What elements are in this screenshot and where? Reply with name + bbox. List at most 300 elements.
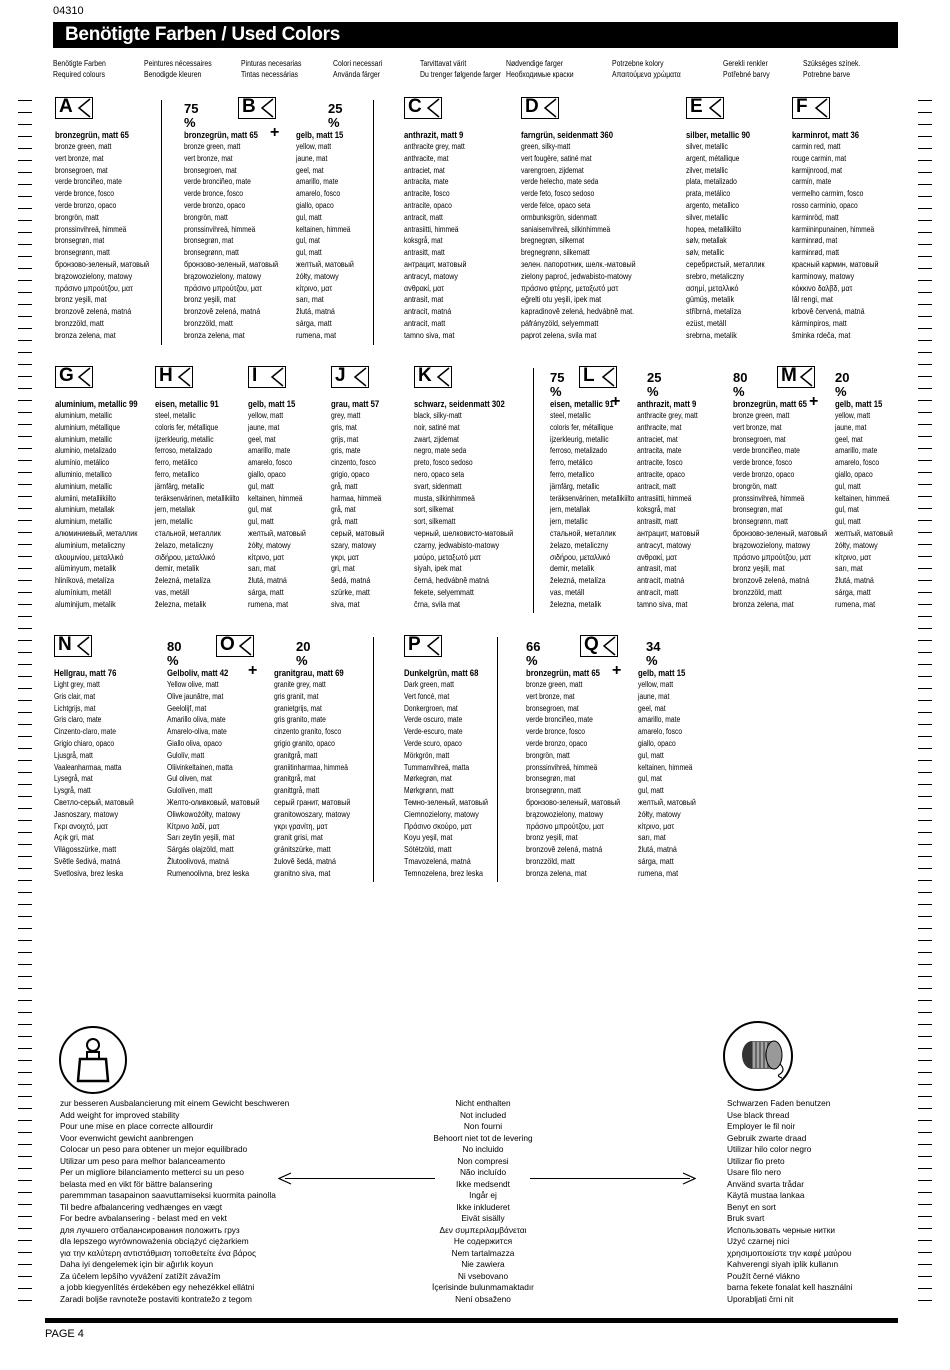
color-name-translation: černá, hedvábně matná	[414, 575, 490, 586]
color-name-translation: žlutá, matná	[835, 575, 874, 586]
color-name-translation: bregnegrønn, silkematt	[521, 248, 590, 258]
color-name-translation: alumínium, metáll	[55, 586, 111, 597]
color-name-translation: szürke, matt	[331, 586, 370, 597]
color-letter-label: G	[55, 366, 93, 388]
color-name: eisen, metallic 91	[550, 399, 614, 409]
color-name-translation: gul, mat	[296, 236, 320, 246]
color-letter-label: D	[521, 97, 559, 119]
color-name: schwarz, seidenmatt 302	[414, 399, 505, 409]
color-name-translation: ferro, metallico	[155, 469, 200, 479]
color-name-translation: anthracite, mat	[404, 153, 449, 163]
color-name-translation: krbově červená, matná	[792, 306, 865, 317]
mix-percent-primary: 80 %	[733, 370, 748, 399]
instruction-line: zur besseren Ausbalancierung mit einem Gewicht beschweren	[60, 1098, 290, 1108]
color-name-translation: antracite, fosco	[637, 458, 683, 468]
color-name-translation: sarı, mat	[296, 294, 324, 305]
color-name-translation: žulově šedá, matná	[274, 855, 336, 866]
arrow-left	[285, 1178, 435, 1179]
color-name-translation: μαύρο, μεταξωτό ματ	[414, 551, 481, 562]
color-letter-label: J	[331, 366, 369, 388]
color-name-translation: giallo, opaco	[835, 469, 873, 479]
divider	[373, 637, 374, 882]
color-name-translation: sort, silkematt	[414, 517, 456, 527]
color-name-translation: graniitinharmaa, himmeä	[274, 762, 348, 772]
color-name: bronzegrün, matt 65	[55, 130, 129, 140]
color-name-translation: saniaisenvihreä, silkinhimmeä	[521, 224, 611, 234]
color-name-translation: κόκκινο δαλβδ, ματ	[792, 282, 853, 293]
color-name-translation: grå, matt	[331, 517, 358, 527]
color-name-translation: ανθρακί, ματ	[404, 282, 445, 293]
color-name-translation: silver, metallic	[686, 212, 728, 222]
color-name-translation: Sárgás olajzöld, matt	[167, 844, 234, 855]
color-name-translation: Gul oliven, mat	[167, 774, 212, 784]
language-label: Nødvendige farger Необходимые краски	[506, 59, 574, 79]
instruction-line: Není obsaženo	[455, 1293, 511, 1304]
color-name-translation: karminrød, matt	[792, 248, 840, 258]
color-name-translation: πράσινο μπρούτζου, ματ	[526, 820, 604, 831]
color-name-translation: musta, silkinhimmeä	[414, 493, 475, 503]
color-name-translation: bronza zelena, mat	[55, 329, 116, 340]
color-name-translation: srebro, metaliczny	[686, 270, 744, 281]
color-name-translation: carmin red, matt	[792, 142, 841, 151]
color-name-translation: gümüş, metalik	[686, 294, 735, 305]
color-name-translation: zilver, metallic	[686, 165, 728, 175]
instruction-line: Til bedre afbalancering vedhænges en vægt	[60, 1201, 223, 1212]
color-name-translation: rumena, mat	[638, 867, 679, 878]
color-name-translation: keltainen, himmeä	[296, 224, 351, 234]
color-name-translation: żółty, matowy	[248, 539, 291, 550]
color-name-translation: grey, matt	[331, 411, 361, 420]
color-name-translation: geel, mat	[835, 434, 863, 444]
instruction-line: Użyć czarnej nici	[727, 1236, 790, 1246]
color-name-translation: granitno siva, mat	[274, 867, 331, 878]
color-name-translation: зелен. папоротник, шелк.-матовый	[521, 258, 636, 269]
instruction-line: Použít černé vlákno	[727, 1270, 800, 1281]
color-name-translation: jaune, mat	[835, 422, 867, 432]
instruction-line: Utilizar um peso para melhor balanceamento	[60, 1155, 226, 1166]
color-name-translation: бронзово-зеленый, матовый	[184, 258, 279, 269]
color-name-translation: Vert foncé, mat	[404, 691, 450, 701]
mix-percent-primary: 75 %	[184, 101, 199, 130]
color-name-translation: bronsegrøn, mat	[733, 505, 783, 515]
color-letter-label: H	[155, 366, 193, 388]
color-name: farngrün, seidenmatt 360	[521, 130, 614, 140]
color-name-translation: verde bronciñeo, mate	[55, 177, 122, 187]
color-name-translation: vert bronze, mat	[733, 422, 782, 432]
color-name-translation: bronsegroen, mat	[184, 165, 237, 175]
color-name-translation: стальной, металлик	[155, 527, 221, 538]
color-name-translation: tamno siva, mat	[404, 329, 455, 340]
color-name-translation: Donkergroen, mat	[404, 703, 458, 713]
color-name-translation: alumiini, metalliikiilto	[55, 493, 116, 503]
page-label: PAGE 4	[45, 1328, 84, 1340]
mix-percent-primary: 66 %	[526, 639, 541, 668]
language-label: Gerekli renkler Potřebné barvy	[723, 59, 770, 79]
instruction-line: Не содержится	[453, 1236, 513, 1246]
instruction-line: barna fekete fonalat kell használni	[727, 1282, 853, 1292]
color-name-translation: Verde scuro, opaco	[404, 738, 462, 748]
plus-sign: +	[611, 393, 621, 410]
color-name-translation: sárga, matt	[835, 586, 871, 597]
color-name-translation: aluminium, metallic	[55, 411, 113, 420]
color-name-translation: pronssinvihreä, himmeä	[733, 493, 805, 503]
color-name-translation: gul, matt	[248, 517, 274, 527]
color-name-translation: sárga, matt	[296, 317, 332, 328]
instruction-line: для лучшего отбалансирования положить груз	[60, 1224, 240, 1235]
color-name-translation: Verde-escuro, mate	[404, 727, 463, 737]
color-name-translation: črna, svila mat	[414, 598, 461, 609]
color-name-translation: gul, matt	[296, 248, 322, 258]
color-name-translation: gul, matt	[835, 481, 861, 491]
color-letter-label: L	[579, 366, 617, 388]
color-name-translation: gris, mat	[331, 422, 357, 432]
color-letter-label: C	[404, 97, 442, 119]
color-name-translation: ferroso, metalizado	[155, 446, 213, 456]
color-name-translation: Világosszürke, matt	[54, 844, 117, 855]
color-name-translation: vermelho carmim, fosco	[792, 189, 864, 199]
left-tick-marks	[18, 100, 32, 1310]
instruction-line: Nem tartalmazza	[451, 1247, 515, 1258]
color-name-translation: бронзово-зеленый, матовый	[55, 258, 150, 269]
instruction-line: paremmman tasapainon saavuttamiseksi kuormita painolla	[60, 1190, 276, 1200]
mix-percent-secondary: 25 %	[647, 370, 662, 399]
color-name-translation: žlutá, matná	[638, 844, 677, 855]
color-name-translation: teräksenvärinen, metallikiilto	[155, 493, 240, 503]
color-name-translation: jern, metallic	[155, 517, 193, 527]
instruction-line: Bruk svart	[727, 1213, 765, 1223]
color-name-translation: verde feto, fosco sedoso	[521, 189, 595, 199]
color-name-translation: železna, metalik	[155, 598, 207, 609]
color-name-translation: aluminium, metaliczny	[55, 539, 126, 550]
color-name-translation: alüminyum, metalik	[55, 563, 117, 574]
color-name-translation: verde bronzo, opaco	[733, 469, 795, 479]
color-name-translation: gul, matt	[296, 212, 322, 222]
color-name-translation: železna, metalik	[550, 598, 602, 609]
color-name-translation: sarı, mat	[638, 832, 666, 843]
color-block-d	[521, 97, 657, 342]
instruction-line: Nicht enthalten	[455, 1098, 511, 1108]
color-name-translation: πράσινο μπρούτζου, ματ	[55, 282, 133, 293]
color-name-translation: bronzzöld, matt	[526, 855, 575, 866]
color-name-translation: Πράσινο σκούρο, ματ	[404, 820, 472, 831]
color-name-translation: verde bronce, fosco	[526, 727, 586, 737]
color-name-translation: bronza zelena, mat	[733, 598, 794, 609]
color-name-translation: bronza zelena, mat	[184, 329, 245, 340]
color-name-translation: geel, mat	[248, 434, 276, 444]
color-name-translation: karminröd, matt	[792, 212, 839, 222]
color-name-translation: sárga, matt	[638, 855, 674, 866]
weight-instructions	[60, 1098, 289, 1305]
color-name-translation: antracita, mate	[637, 446, 682, 456]
color-name-translation: Cinzento-claro, mate	[54, 727, 117, 737]
color-name-translation: bronsegroen, mat	[526, 703, 579, 713]
color-name-translation: jern, metallak	[550, 505, 590, 515]
color-name-translation: brązowozielony, matowy	[184, 270, 262, 281]
color-name-translation: antracit, matt	[404, 317, 446, 328]
mix-percent-secondary: 34 %	[646, 639, 661, 668]
instruction-line: dla lepszego wyrównoważenia obciążyć ciężarkiem	[60, 1236, 249, 1246]
color-name-translation: aluminium, métallique	[55, 422, 120, 432]
instruction-line: Zaradi boljše ravnoteže postaviti kontratežo z tegom	[60, 1293, 252, 1304]
thread-spool-icon	[722, 1020, 794, 1097]
color-name-translation: pronssinvihreä, himmeä	[55, 224, 127, 234]
color-name-translation: bronz yeşili, mat	[184, 294, 236, 305]
arrow-right	[530, 1178, 690, 1179]
color-block-c	[404, 97, 478, 342]
color-name-translation: vert bronze, mat	[55, 153, 104, 163]
color-name-translation: bronzzöld, matt	[55, 317, 104, 328]
color-name-translation: aluminium, metallic	[55, 434, 113, 444]
color-name: bronzegrün, matt 65	[733, 399, 807, 409]
instruction-line: Usare filo nero	[727, 1167, 781, 1177]
instruction-line: Utilizar hilo color negro	[727, 1144, 812, 1154]
color-name: gelb, matt 15	[296, 130, 344, 140]
color-name-translation: κίτρινο, ματ	[638, 820, 675, 831]
instruction-line: Δεν συμπεριλαμβάνεται	[439, 1224, 527, 1235]
color-name-translation: Tummanvihreä, mattа	[404, 762, 470, 772]
language-label: Colori necessari Använda färger	[333, 59, 383, 79]
color-name-translation: Grigio chiaro, opaco	[54, 738, 115, 748]
color-name-translation: aluminijum, metalik	[55, 598, 116, 609]
color-name-translation: carmín, mate	[792, 177, 832, 187]
color-name-translation: bronz yeşili, mat	[526, 832, 578, 843]
color-name-translation: серый гранит, матовый	[274, 796, 351, 807]
color-name-translation: Tmavozelená, matná	[404, 855, 471, 866]
color-name-translation: Yellow olive, matt	[167, 680, 219, 689]
instruction-line: Kahverengi siyah iplik kullanın	[727, 1259, 839, 1269]
color-letter-label: A	[55, 97, 93, 119]
color-name-translation: bronsegrøn, mat	[526, 774, 576, 784]
color-name-translation: żółty, matowy	[296, 270, 339, 281]
color-letter-label: K	[414, 366, 452, 388]
color-name-translation: sarı, mat	[248, 563, 276, 574]
color-name-translation: sølv, metallic	[686, 248, 725, 258]
color-name-translation: granitgrå, mat	[274, 774, 316, 784]
color-name-translation: Jasnoszary, matowy	[54, 808, 119, 819]
color-name-translation: žlutá, matná	[248, 575, 287, 586]
color-name-translation: Ljusgrå, matt	[54, 750, 93, 760]
color-name-translation: amarelo, fosco	[248, 458, 293, 468]
color-name-translation: amarillo, mate	[638, 715, 681, 725]
color-name-translation: Koyu yeşil, mat	[404, 832, 453, 843]
color-name: gelb, matt 15	[835, 399, 883, 409]
color-letter-label: Q	[580, 635, 618, 657]
instruction-line: Non fourni	[463, 1121, 503, 1131]
color-name-translation: gránitszürke, matt	[274, 844, 331, 855]
color-block-h	[155, 366, 256, 611]
color-name-translation: серебристый, металлик	[686, 258, 765, 269]
color-name-translation: prata, metálico	[686, 189, 731, 199]
color-name-translation: красный кармин, матовый	[792, 258, 879, 269]
color-name-translation: železná, metalíza	[155, 575, 211, 586]
divider	[533, 368, 534, 613]
color-name-translation: bregnegrøn, silkemat	[521, 236, 585, 246]
color-name-translation: szary, matowy	[331, 539, 377, 550]
color-name-translation: Sarı zeytin yeşili, mat	[167, 832, 235, 843]
color-name-translation: rumena, mat	[248, 598, 289, 609]
color-name-translation: železná, metalíza	[550, 575, 606, 586]
color-name-translation: black, silky-matt	[414, 411, 462, 420]
color-name-translation: noir, satiné mat	[414, 422, 460, 432]
color-name-translation: Světle šedivá, matná	[54, 855, 121, 866]
color-block-j	[331, 366, 395, 611]
color-name-translation: Темно-зеленый, матовый	[404, 796, 489, 807]
color-name-translation: bronzově zelená, matná	[733, 575, 810, 586]
color-name-translation: antracit, matt	[637, 586, 679, 597]
color-name-translation: pronssinvihreä, himmeä	[526, 762, 598, 772]
color-name-translation: bronze green, matt	[55, 142, 112, 151]
color-name-translation: rumena, mat	[296, 329, 337, 340]
color-name-translation: бронзово-зеленый, матовый	[733, 527, 828, 538]
instruction-line: Använd svarta trådar	[727, 1178, 805, 1189]
color-name-translation: verde bronzo, opaco	[55, 200, 117, 210]
instruction-line: Employer le fil noir	[727, 1121, 796, 1131]
color-name: karminrot, matt 36	[792, 130, 860, 140]
color-name-translation: páfrányzöld, selyemmatt	[521, 317, 599, 328]
color-name-translation: grijs, mat	[331, 434, 359, 444]
color-name-translation: бронзово-зеленый, матовый	[526, 796, 621, 807]
color-name-translation: anthracite grey, matt	[404, 142, 465, 151]
color-name-translation: bronzzöld, matt	[733, 586, 782, 597]
color-name-translation: granitgrå, matt	[274, 750, 318, 760]
color-name-translation: bronzově zelená, matná	[526, 844, 603, 855]
not-included-text	[388, 1098, 578, 1305]
color-name-translation: granitowoszary, matowy	[274, 808, 351, 819]
color-name: silber, metallic 90	[686, 130, 751, 140]
color-block-e	[686, 97, 780, 342]
language-label: Szükséges színek. Potrebne barve	[803, 59, 861, 79]
right-tick-marks	[918, 100, 932, 1310]
color-name-translation: verde bronce, fosco	[184, 189, 244, 199]
instruction-line: Benyt en sort	[727, 1201, 776, 1212]
instruction-line: Colocar un peso para obtener un mejor equilibrado	[60, 1144, 248, 1154]
color-name-translation: ασημί, μεταλλικό	[686, 282, 739, 293]
color-name-translation: sølv, metallak	[686, 236, 727, 246]
mix-percent-primary: 80 %	[167, 639, 182, 668]
color-name-translation: Vaaleanharmaa, mattа	[54, 762, 122, 772]
color-name-translation: Lysegrå, mat	[54, 774, 93, 784]
color-name-translation: jern, metallic	[550, 517, 588, 527]
color-name-translation: brązowozielony, matowy	[733, 539, 811, 550]
color-name-translation: antracit, matná	[404, 306, 452, 317]
color-name-translation: karminowy, matowy	[792, 270, 855, 281]
color-name-translation: antrasit, mat	[404, 294, 444, 305]
instruction-line: χρησιμοποιείστε την καφέ μαύρου	[727, 1247, 852, 1258]
color-name: bronzegrün, matt 65	[526, 668, 600, 678]
language-label: Pinturas necesarias Tintas necessárias	[241, 59, 302, 79]
color-name-translation: Light grey, matt	[54, 680, 100, 689]
color-name-translation: vas, metáll	[550, 586, 585, 597]
color-name-translation: antracite, opaco	[637, 469, 685, 479]
color-name-translation: yellow, matt	[296, 142, 332, 151]
color-name-translation: grigio, opaco	[331, 469, 370, 479]
instruction-line: Utilizar fio preto	[727, 1155, 785, 1166]
instruction-line: Voor evenwicht gewicht aanbrengen	[60, 1132, 194, 1143]
color-name-translation: kapradinově zelená, hedvábně mat.	[521, 306, 635, 317]
divider	[373, 100, 374, 345]
color-name-translation: argent, métallique	[686, 153, 740, 163]
mix-percent-secondary: 20 %	[296, 639, 311, 668]
color-name-translation: bronza zelena, mat	[526, 867, 587, 878]
color-name-translation: Gris clair, mat	[54, 691, 96, 701]
color-name-translation: harmaa, himmeä	[331, 493, 382, 503]
color-name-translation: fekete, selyemmatt	[414, 586, 474, 597]
color-name-translation: Giallo oliva, opaco	[167, 738, 222, 748]
color-name-translation: bronsegroen, mat	[55, 165, 108, 175]
color-name-translation: grå, mat	[331, 505, 356, 515]
color-name-translation: geel, mat	[296, 165, 324, 175]
color-name-translation: verde bronciñeo, mate	[733, 446, 800, 456]
instruction-line: για την καλύτερη αντιστάθμιση τοποθετείτε ένα βάρος	[60, 1247, 256, 1258]
instruction-line: Gebruik zwarte draad	[727, 1132, 807, 1143]
color-name-translation: plata, metalizado	[686, 177, 737, 187]
arrow-right-head	[682, 1172, 696, 1185]
color-name-translation: keltainen, himmeä	[248, 493, 303, 503]
language-label: Tarvittavat värit Du trenger følgende farger	[420, 59, 502, 79]
color-name-translation: желтый, матовый	[638, 796, 696, 807]
color-name-translation: Lysgrå, matt	[54, 786, 91, 796]
color-name-translation: желтый, матовый	[248, 527, 306, 538]
color-name-translation: lâl rengi, mat	[792, 294, 833, 305]
color-name-translation: antrasiitti, himmeä	[404, 224, 459, 234]
color-name-translation: γκρι γρανίτη, ματ	[274, 820, 328, 831]
color-name-translation: preto, fosco sedoso	[414, 458, 473, 468]
language-label: Peintures nécessaires Benodigde kleuren	[144, 59, 212, 79]
instruction-line: Não incluído	[459, 1167, 507, 1177]
color-name-translation: gul, matt	[248, 481, 274, 491]
color-name-translation: черный, шелковисто-матовый	[414, 527, 514, 538]
mix-percent-secondary: 20 %	[835, 370, 850, 399]
color-name-translation: żółty, matowy	[638, 808, 681, 819]
color-name-translation: Oliwkowożółty, matowy	[167, 808, 241, 819]
color-name-translation: bronze green, matt	[184, 142, 241, 151]
color-name-translation: Mörkgrön, matt	[404, 750, 450, 760]
color-name-translation: gul, matt	[638, 750, 664, 760]
color-name-translation: aluminium, metallic	[55, 517, 113, 527]
mix-percent-secondary: 25 %	[328, 101, 343, 130]
weight-icon	[58, 1025, 128, 1100]
color-name-translation: sarı, mat	[835, 563, 863, 574]
color-name-translation: demir, metalik	[155, 563, 200, 574]
header-title: Benötigte Farben / Used Colors	[53, 22, 898, 48]
color-name-translation: giallo, opaco	[248, 469, 286, 479]
color-name-translation: hopea, metallikiilto	[686, 224, 742, 234]
color-name-translation: amarelo, fosco	[638, 727, 683, 737]
color-name-translation: brongrön, matt	[184, 212, 228, 222]
color-name-translation: yellow, matt	[638, 680, 674, 689]
color-name-translation: ijzerkleurig, metallic	[550, 434, 609, 444]
color-name-translation: steel, metallic	[155, 411, 196, 420]
color-name-translation: πράσινο μπρούτζου, ματ	[184, 282, 262, 293]
color-name-translation: zwart, zijdemat	[414, 434, 459, 444]
mix-percent-primary: 75 %	[550, 370, 565, 399]
color-name-translation: gris granit, mat	[274, 691, 319, 701]
color-name-translation: bronz yeşili, mat	[733, 563, 785, 574]
color-name-translation: Svetlosiva, brez leska	[54, 867, 124, 878]
color-name-translation: brongrön, matt	[526, 750, 570, 760]
color-name-translation: sárga, matt	[248, 586, 284, 597]
plus-sign: +	[270, 124, 280, 141]
color-name-translation: Lichtgrijs, mat	[54, 703, 96, 713]
color-name-translation: gul, matt	[638, 786, 664, 796]
color-name-translation: pronssinvihreä, himmeä	[184, 224, 256, 234]
color-name-translation: żółty, matowy	[835, 539, 878, 550]
color-name-translation: bronsegrøn, mat	[55, 236, 105, 246]
color-block-k	[414, 366, 532, 611]
instruction-line: Za účelem lepšího vyvážení zatížít závažím	[60, 1270, 221, 1281]
color-name-translation: Желто-оливковый, матовый	[167, 796, 260, 807]
color-name: granitgrau, matt 69	[274, 668, 344, 678]
